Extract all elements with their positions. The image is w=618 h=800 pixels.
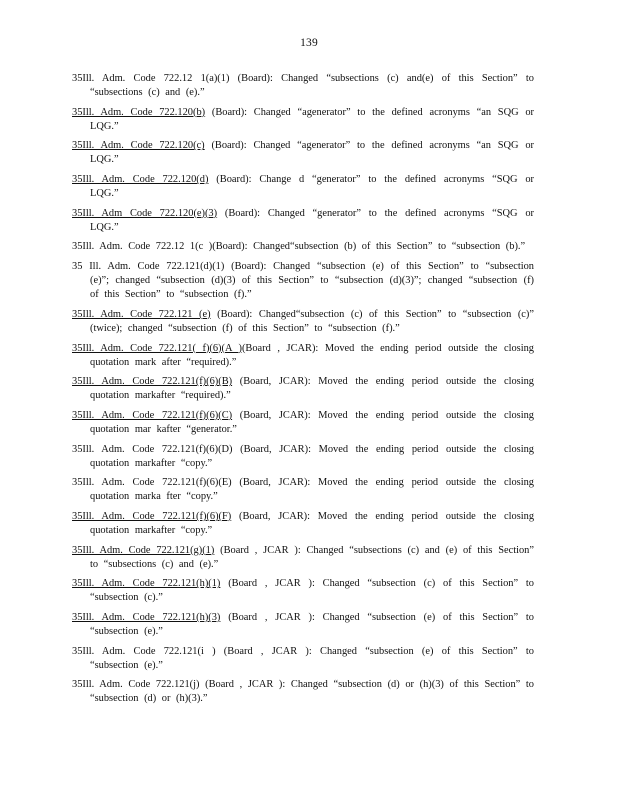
- citation: 35Ill. Adm. Code 722.120(c): [72, 140, 205, 152]
- errata-entry: [72, 476, 534, 504]
- citation: 35Ill. Adm. Code 722.121(f)(6)(B): [72, 376, 233, 388]
- entry-text: (Board , JCAR ): Changed “subsection (c) of this Section” to “subsection (c).”: [90, 578, 534, 604]
- entry-text: (Board): Changed “subsection (e) of this Section” to “subsection (e)”; changed “subsection (d)(3) of this Section” to “subsection (d)(3)”; changed “subsection (f) of this Section” to “subsection (f).”: [90, 261, 534, 301]
- entry-text: (Board, JCAR): Moved the ending period outside the closing quotation markafter “copy.”: [90, 443, 534, 469]
- entry-text: (Board): Changed “agenerator” to the defined acronyms “an SQG or LQG.”: [90, 106, 535, 132]
- entry-text: (Board, JCAR): Moved the ending period outside the closing quotation marka fter “copy.”: [90, 477, 534, 503]
- errata-entry: [72, 260, 534, 302]
- citation: 35Ill. Adm. Code 722.121(j): [72, 679, 200, 691]
- entry-text: (Board , JCAR ): Changed “subsection (e) of this Section” to “subsection (e).”: [90, 612, 534, 638]
- entry-text: (Board, JCAR): Moved the ending period outside the closing quotation markafter “copy.”: [90, 510, 535, 537]
- citation: 35Ill. Adm. Code 722.121(f)(6)(F): [72, 510, 232, 522]
- entry-text: (Board): Changed “subsections (c) and(e) of this Section” to “subsections (c) and (e).”: [90, 73, 534, 99]
- citation: 35Ill. Adm. Code 722.120(b): [72, 106, 206, 118]
- citation: 35Ill. Adm. Code 722.121(g)(1): [72, 544, 215, 556]
- errata-entry: [72, 375, 534, 403]
- entry-text: (Board): Changed “generator” to the defined acronyms “SQG or LQG.”: [90, 207, 534, 233]
- citation: 35Ill. Adm. Code 722.121(f)(6)(D): [72, 443, 233, 455]
- errata-entry: [72, 139, 534, 167]
- citation: 35Ill. Adm. Code 722.121(h)(1): [72, 578, 221, 590]
- page-number: 139: [300, 37, 318, 49]
- entry-text: (Board): Changed“subsection (c) of this Section” to “subsection (c)” (twice); changed “subsection (f) of this Section” to “subsection (f).”: [90, 308, 534, 334]
- errata-entry: [72, 308, 534, 336]
- errata-entry: [72, 544, 534, 572]
- entry-text: (Board, JCAR): Moved the ending period outside the closing quotation mar kafter “generator.”: [90, 409, 535, 435]
- errata-entry: [72, 106, 534, 134]
- errata-entry: [72, 342, 534, 370]
- citation: 35Ill. Adm. Code 722.121(f)(6)(C): [72, 409, 233, 421]
- entry-text: (Board): Change d “generator” to the defined acronyms “SQG or LQG.”: [90, 174, 535, 200]
- errata-entry: [72, 678, 534, 706]
- entry-text: (Board , JCAR ): Changed “subsections (c) and (e) of this Section” to “subsections (c) and (e).”: [90, 544, 534, 570]
- errata-entry: [72, 577, 534, 605]
- citation: 35Ill. Adm. Code 722.121( f)(6)(A ): [72, 342, 242, 354]
- citation: 35Ill. Adm. Code 722.121 (e): [72, 308, 211, 320]
- errata-entry: [72, 72, 534, 100]
- errata-list: [72, 72, 534, 712]
- citation: 35Ill. Adm Code 722.120(e)(3): [72, 207, 218, 219]
- errata-entry: [72, 207, 534, 235]
- errata-entry: [72, 645, 534, 673]
- entry-text: (Board): Changed “agenerator” to the defined acronyms “an SQG or LQG.”: [90, 140, 534, 166]
- citation: 35Ill. Adm. Code 722.12 1(c ): [72, 241, 213, 253]
- citation: 35Ill. Adm. Code 722.121(i ): [72, 645, 216, 657]
- entry-text: (Board , JCAR ): Changed “subsection (e) of this Section” to “subsection (e).”: [90, 645, 534, 671]
- citation: 35Ill. Adm. Code 722.121(f)(6)(E): [72, 477, 232, 489]
- errata-entry: [72, 443, 534, 471]
- citation: 35Ill. Adm. Code 722.12 1(a)(1): [72, 73, 230, 84]
- errata-entry: [72, 240, 534, 254]
- entry-text: (Board): Changed“subsection (b) of this Section” to “subsection (b).”: [212, 241, 526, 253]
- citation: 35Ill. Adm. Code 722.121(h)(3): [72, 612, 221, 623]
- errata-entry: [72, 409, 534, 437]
- errata-entry: [72, 611, 534, 639]
- citation: 35 Ill. Adm. Code 722.121(d)(1): [72, 261, 225, 273]
- errata-entry: [72, 510, 534, 538]
- entry-text: (Board , JCAR): Moved the ending period outside the closing quotation mark after “required).”: [90, 342, 534, 368]
- citation: 35Ill. Adm. Code 722.120(d): [72, 174, 209, 186]
- errata-entry: [72, 173, 534, 201]
- entry-text: (Board , JCAR ): Changed “subsection (d) or (h)(3) of this Section” to “subsection (d) or (h)(3).”: [90, 679, 534, 705]
- entry-text: (Board, JCAR): Moved the ending period outside the closing quotation markafter “required).”: [90, 376, 535, 402]
